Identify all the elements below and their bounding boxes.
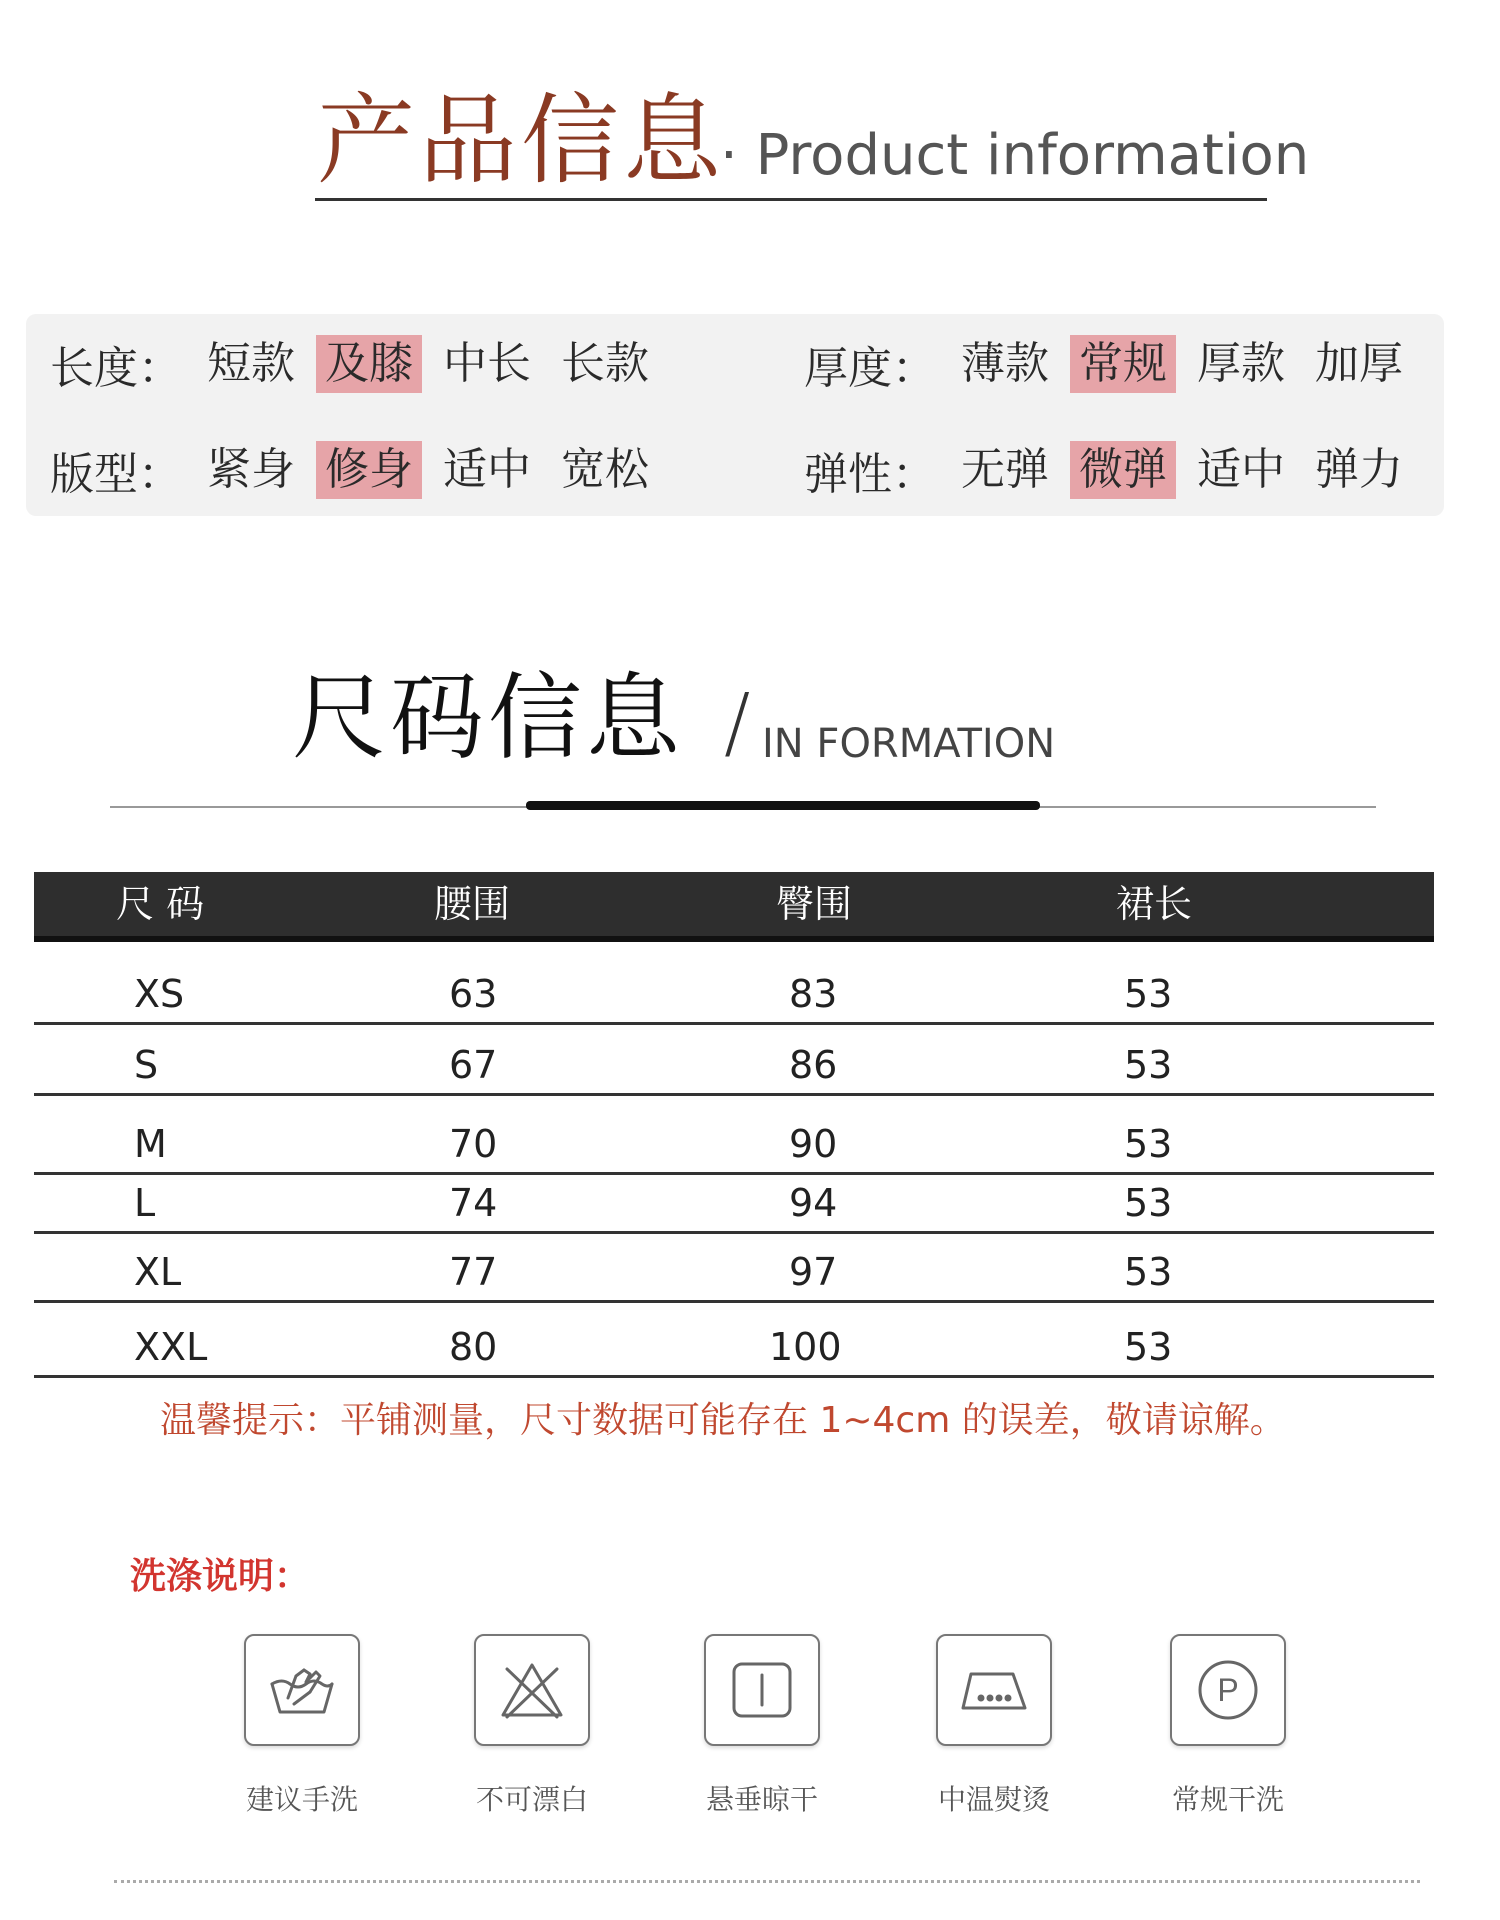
header-waist: 腰围 [434,882,511,926]
header-hip: 臀围 [776,882,853,926]
cell-size: XS [134,972,185,1016]
attr-label: 厚度： [804,343,936,394]
care-item-hand-wash [186,1634,418,1818]
product-info-subtitle: · Product information [720,123,1310,188]
attr-option-selected: 微弹 [1070,441,1176,499]
size-info-subtitle: IN FORMATION [762,721,1056,767]
size-table [34,872,1434,1378]
header-length: 裙长 [1116,882,1193,926]
svg-text:P: P [1217,1672,1239,1708]
care-item-dry-clean [1112,1634,1344,1818]
attr-option: 长款 [561,338,649,389]
care-label: 悬垂晾干 [705,1783,818,1816]
size-info-title: 尺码信息 [292,664,685,773]
cell-size: XL [134,1250,182,1294]
size-info-slash: / [724,678,751,768]
size-info-rule-accent [526,801,1040,810]
cell-length: 53 [1124,1122,1173,1166]
cell-hip: 100 [769,1325,842,1369]
attr-length [50,332,670,396]
attr-option-selected: 常规 [1070,335,1176,393]
care-item-iron-medium [878,1634,1110,1818]
care-item-drip-dry [646,1634,878,1818]
cell-waist: 74 [449,1181,498,1225]
attr-option: 无弹 [961,444,1049,495]
table-row [34,1096,1434,1175]
product-info-underline [315,198,1267,201]
cell-waist: 70 [449,1122,498,1166]
attr-option: 中长 [443,338,531,389]
attr-fit [50,438,670,502]
bottom-divider [114,1880,1420,1883]
attr-label: 弹性： [804,449,936,500]
care-label: 中温熨烫 [937,1783,1050,1816]
attr-label: 版型： [50,449,182,500]
attr-option: 弹力 [1315,444,1403,495]
cell-waist: 77 [449,1250,498,1294]
cell-length: 53 [1124,1043,1173,1087]
drip-dry-icon [704,1634,820,1746]
attr-option: 短款 [207,338,295,389]
cell-waist: 67 [449,1043,498,1087]
wash-instructions-title: 洗涤说明： [130,1556,311,1597]
cell-size: XXL [134,1325,208,1369]
product-attributes-panel [26,314,1444,516]
attr-thickness [804,332,1424,396]
cell-length: 53 [1124,1325,1173,1369]
care-item-no-bleach [416,1634,648,1818]
attr-option: 适中 [443,444,531,495]
attr-option-selected: 修身 [316,441,422,499]
table-row [34,1303,1434,1378]
product-info-title: 产品信息 [317,84,726,198]
attr-option-selected: 及膝 [316,335,422,393]
care-label: 常规干洗 [1171,1783,1284,1816]
measurement-tip: 温馨提示：平铺测量，尺寸数据可能存在 1~4cm 的误差，敬请谅解。 [160,1400,1286,1441]
cell-size: S [134,1043,159,1087]
cell-size: M [134,1122,167,1166]
attr-option: 加厚 [1315,338,1403,389]
no-bleach-icon [474,1634,590,1746]
attr-option: 紧身 [207,444,295,495]
cell-hip: 90 [789,1122,838,1166]
dry-clean-p-icon [1170,1634,1286,1746]
cell-hip: 86 [789,1043,838,1087]
cell-hip: 97 [789,1250,838,1294]
care-label: 建议手洗 [245,1783,358,1816]
care-label: 不可漂白 [475,1783,588,1816]
cell-waist: 80 [449,1325,498,1369]
cell-length: 53 [1124,972,1173,1016]
table-row [34,1234,1434,1303]
cell-hip: 94 [789,1181,838,1225]
attr-option: 薄款 [961,338,1049,389]
table-row [34,942,1434,1025]
cell-waist: 63 [449,972,498,1016]
cell-size: L [134,1181,156,1225]
attr-label: 长度： [50,343,182,394]
cell-length: 53 [1124,1250,1173,1294]
cell-hip: 83 [789,972,838,1016]
table-row [34,1175,1434,1234]
cell-length: 53 [1124,1181,1173,1225]
attr-elasticity [804,438,1424,502]
iron-medium-icon [936,1634,1052,1746]
attr-option: 宽松 [561,444,649,495]
attr-option: 厚款 [1197,338,1285,389]
header-size: 尺 码 [116,882,205,926]
hand-wash-icon [244,1634,360,1746]
attr-option: 适中 [1197,444,1285,495]
table-row [34,1025,1434,1096]
size-table-header [34,872,1434,942]
